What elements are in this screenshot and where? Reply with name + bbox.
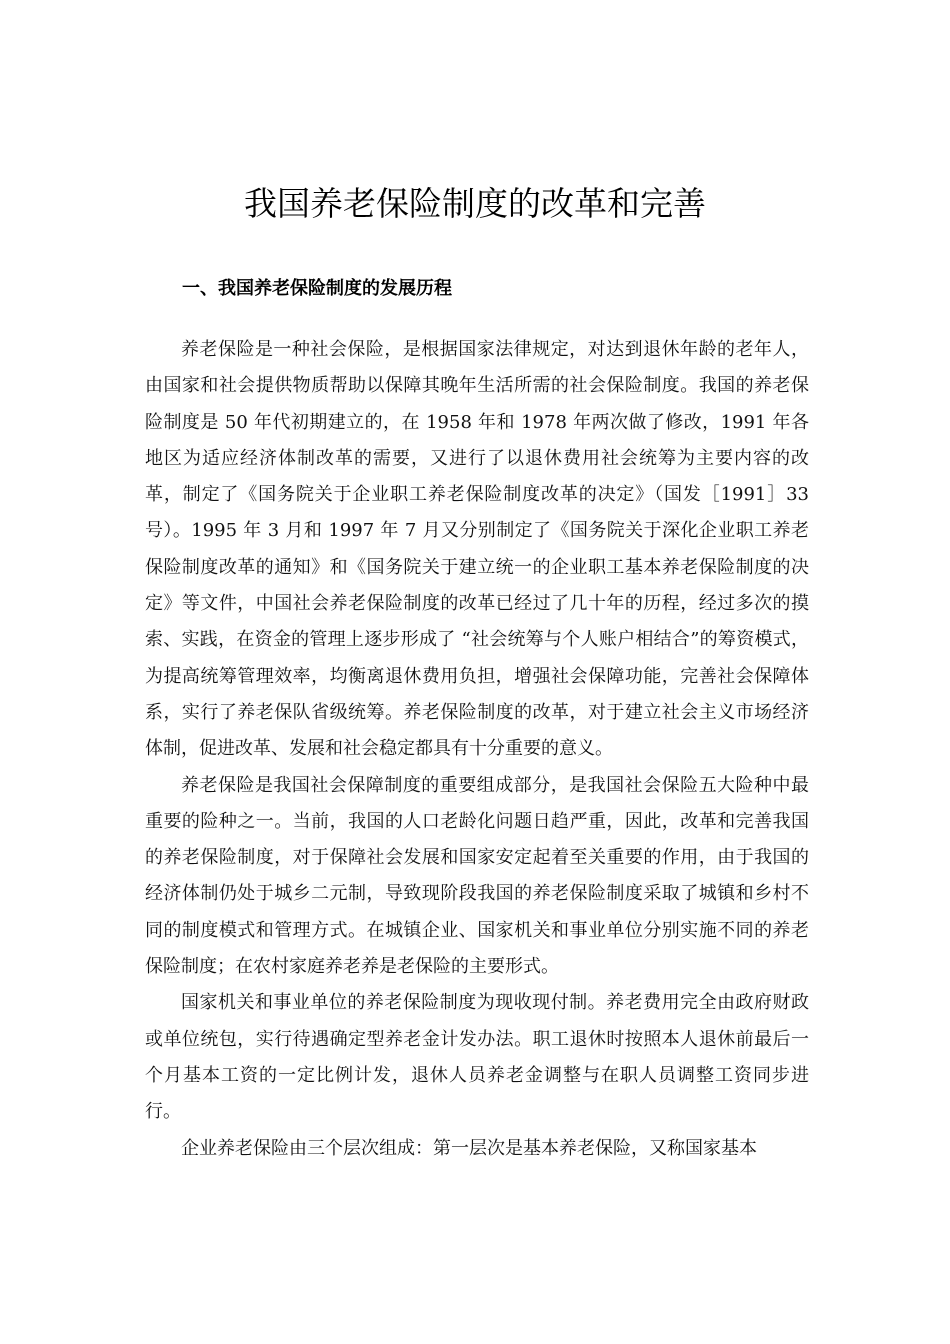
paragraph: 企业养老保险由三个层次组成：第一层次是基本养老保险，又称国家基本 <box>181 1137 757 1159</box>
body-text <box>145 332 809 1167</box>
paragraph: 养老保险是我国社会保障制度的重要组成部分，是我国社会保险五大险种中最重要的险种之一。当前，我国的人口老龄化问题日趋严重，因此，改革和完善我国的养老保险制度，对于保障社会发展和国家安定起着至关重要的作用，由于我国的经济体制仍处于城乡二元制，导致现阶段我国的养老保险制度采取了城镇和乡村不同的制度模式和管理方式。在城镇企业、国家机关和事业单位分别实施不同的养老保险制度；在农村家庭养老养是老保险的主要形式。 <box>145 774 809 978</box>
section-heading: 一、我国养老保险制度的发展历程 <box>182 278 452 299</box>
document-title: 我国养老保险制度的改革和完善 <box>244 184 706 223</box>
paragraph: 国家机关和事业单位的养老保险制度为现收现付制。养老费用完全由政府财政或单位统包，实行待遇确定型养老金计发办法。职工退休时按照本人退休前最后一个月基本工资的一定比例计发，退休人员养老金调整与在职人员调整工资同步进行。 <box>145 992 809 1123</box>
paragraph: 养老保险是一种社会保险，是根据国家法律规定，对达到退休年龄的老年人，由国家和社会提供物质帮助以保障其晚年生活所需的社会保险制度。我国的养老保险制度是 50 年代初期建立的，在 1958 年和 1978 年两次做了修改，1991 年各地区为适应经济体制改革的需要，又进行了以退休费用社会统筹为主要内容的改革，制定了《国务院关于企业职工养老保险制度改革的决定》（国发［1991］33 号）。1995 年 3 月和 1997 年 7 月又分别制定了《国务院关于深化企业职工养老保险制度改革的通知》和《国务院关于建立统一的企业职工基本养老保险制度的决定》等文件，中国社会养老保险制度的改革已经过了几十年的历程，经过多次的摸索、实践，在资金的管理上逐步形成了 “社会统筹与个人账户相结合”的筹资模式，为提高统筹管理效率，均衡离退休费用负担，增强社会保障功能，完善社会保障体系，实行了养老保队省级统筹。养老保险制度的改革，对于建立社会主义市场经济体制，促进改革、发展和社会稳定都具有十分重要的意义。 <box>145 339 809 760</box>
